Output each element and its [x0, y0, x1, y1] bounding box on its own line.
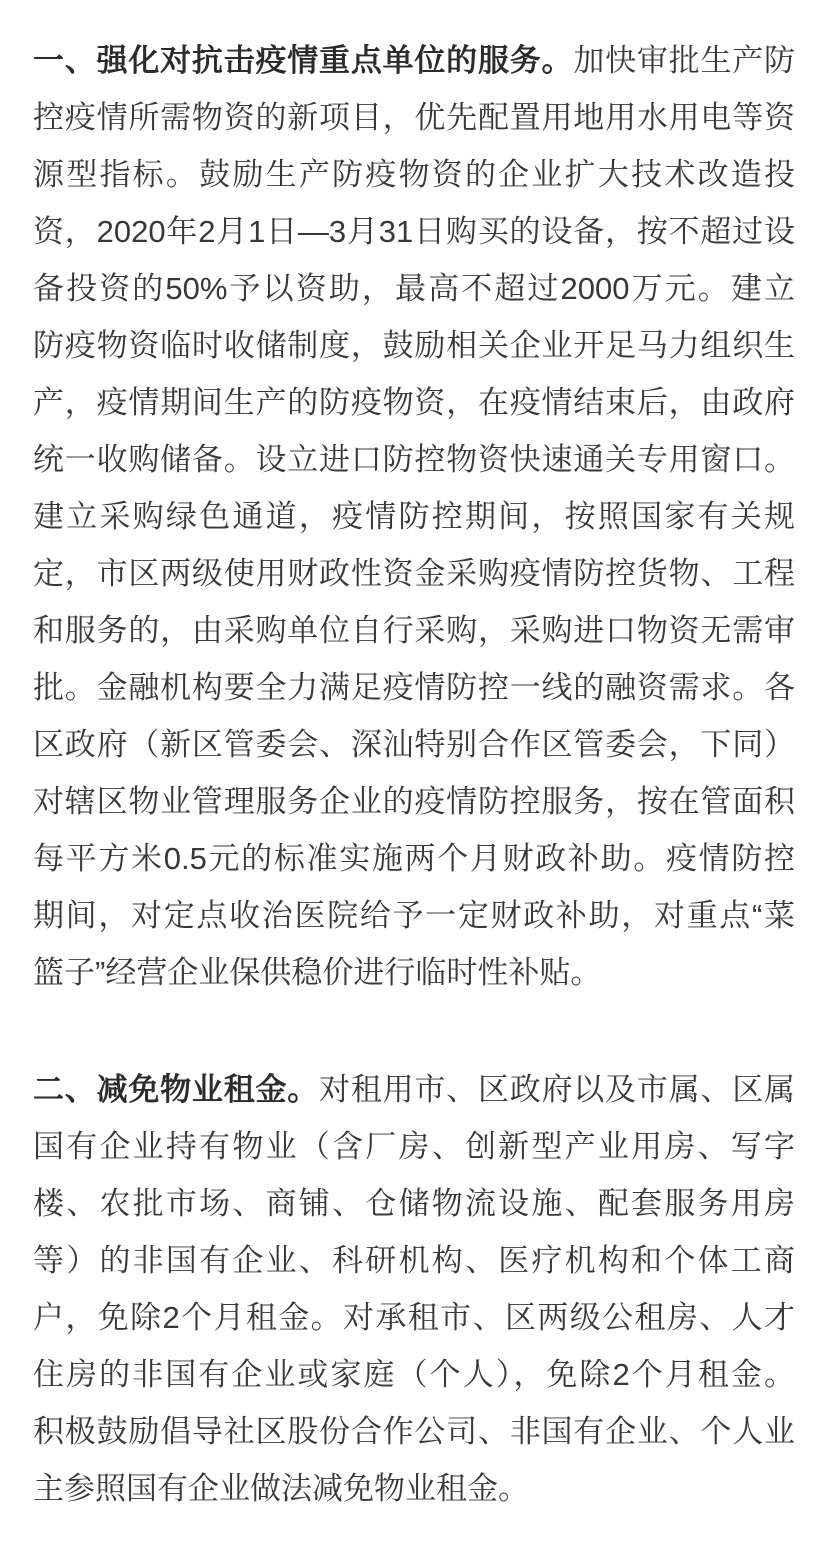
text-line: [33, 716, 795, 773]
section-heading: 一、强化对抗击疫情重点单位的服务。: [33, 43, 574, 78]
line-text: 积极鼓励倡导社区股份合作公司、非国有企业、个人业: [33, 1414, 795, 1449]
text-line: [33, 659, 795, 716]
paragraph-2: [33, 1061, 795, 1517]
text-line: [33, 32, 795, 89]
text-line: [33, 887, 795, 944]
text-line: [33, 317, 795, 374]
text-line: [33, 602, 795, 659]
line-text: 定，市区两级使用财政性资金采购疫情防控货物、工程: [33, 556, 795, 591]
text-line: [33, 488, 795, 545]
text-line: [33, 1346, 795, 1403]
text-line: [33, 203, 795, 260]
text-line: [33, 146, 795, 203]
line-text: 资，2020年2月1日—3月31日购买的设备，按不超过设: [33, 214, 795, 249]
line-text: 批。金融机构要全力满足疫情防控一线的融资需求。各: [33, 670, 795, 705]
line-text: 主参照国有企业做法减免物业租金。: [33, 1471, 529, 1506]
text-line: [33, 1118, 795, 1175]
section-heading: 二、减免物业租金。: [33, 1072, 320, 1107]
text-line: [33, 1175, 795, 1232]
line-text: 防疫物资临时收储制度，鼓励相关企业开足马力组织生: [33, 328, 795, 363]
text-line: [33, 374, 795, 431]
line-text: 篮子”经营企业保供稳价进行临时性补贴。: [33, 955, 602, 990]
line-text: 对租用市、区政府以及市属、区属: [319, 1072, 796, 1107]
line-text: 控疫情所需物资的新项目，优先配置用地用水用电等资: [33, 100, 795, 135]
line-text: 期间，对定点收治医院给予一定财政补助，对重点“菜: [33, 898, 795, 933]
text-line: [33, 89, 795, 146]
line-text: 和服务的，由采购单位自行采购，采购进口物资无需审: [33, 613, 795, 648]
line-text: 产，疫情期间生产的防疫物资，在疫情结束后，由政府: [33, 385, 795, 420]
text-line: [33, 1061, 795, 1118]
text-line: [33, 431, 795, 488]
line-text: 住房的非国有企业或家庭（个人），免除2个月租金。: [33, 1357, 795, 1392]
line-text: 户，免除2个月租金。对承租市、区两级公租房、人才: [33, 1300, 795, 1335]
line-text: 对辖区物业管理服务企业的疫情防控服务，按在管面积: [33, 784, 795, 819]
text-line: [33, 830, 795, 887]
text-line: [33, 1289, 795, 1346]
paragraph-1: [33, 32, 795, 1001]
text-line: [33, 260, 795, 317]
line-text: 建立采购绿色通道，疫情防控期间，按照国家有关规: [33, 499, 795, 534]
text-line: [33, 1403, 795, 1460]
text-line: [33, 545, 795, 602]
line-text: 备投资的50%予以资助，最高不超过2000万元。建立: [33, 271, 795, 306]
line-text: 楼、农批市场、商铺、仓储物流设施、配套服务用房: [33, 1186, 795, 1221]
line-text: 国有企业持有物业（含厂房、创新型产业用房、写字: [33, 1129, 795, 1164]
line-text: 源型指标。鼓励生产防疫物资的企业扩大技术改造投: [33, 157, 795, 192]
line-text: 加快审批生产防: [573, 43, 796, 78]
line-text: 等）的非国有企业、科研机构、医疗机构和个体工商: [33, 1243, 795, 1278]
text-line: [33, 773, 795, 830]
text-line: [33, 944, 795, 1001]
line-text: 每平方米0.5元的标准实施两个月财政补助。疫情防控: [33, 841, 795, 876]
line-text: 区政府（新区管委会、深汕特别合作区管委会，下同）: [33, 727, 795, 762]
line-text: 统一收购储备。设立进口防控物资快速通关专用窗口。: [33, 442, 795, 477]
text-line: [33, 1232, 795, 1289]
text-line: [33, 1460, 795, 1517]
